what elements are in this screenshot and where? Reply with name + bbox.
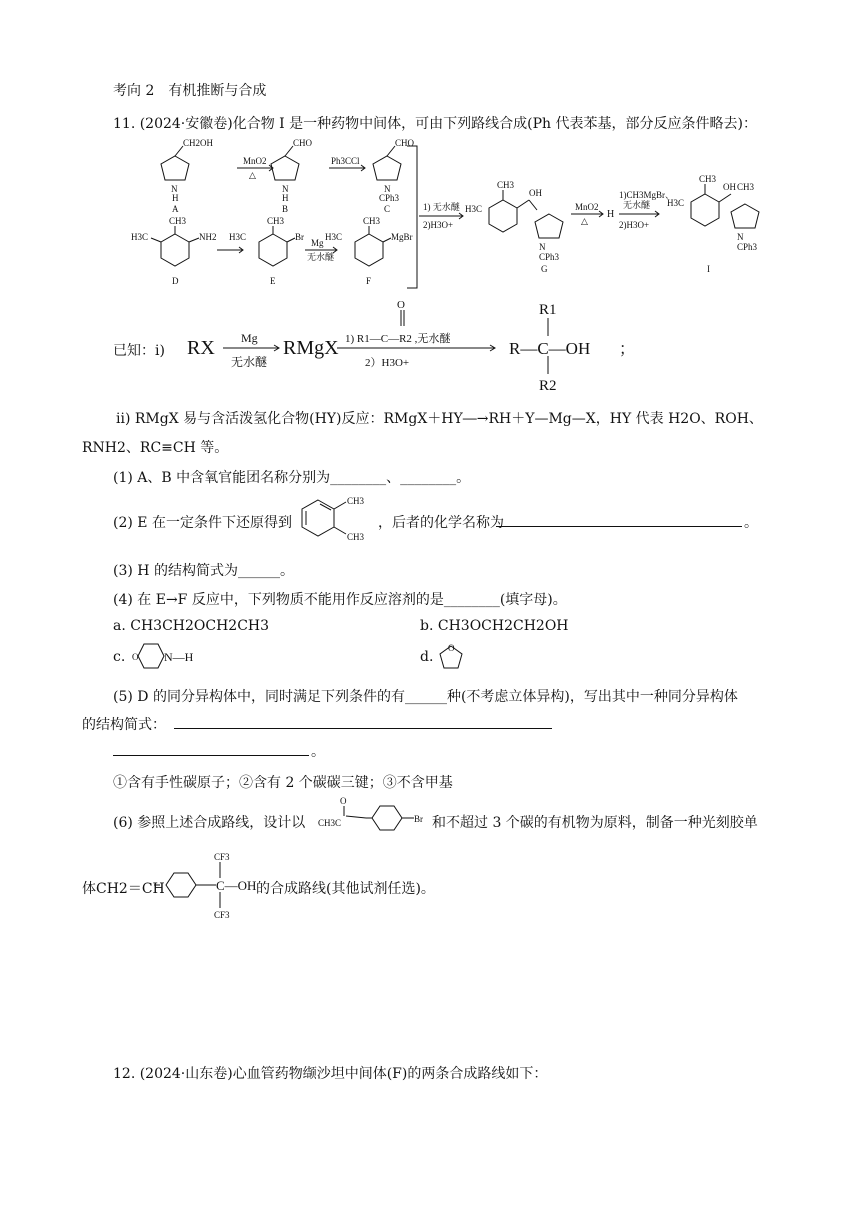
- known-reaction: [185, 296, 645, 396]
- known-mg: Mg: [241, 331, 258, 345]
- monomer-coh: C—OH: [216, 878, 257, 893]
- known-step2: 2）H3O+: [365, 357, 410, 369]
- monomer-cf3-top: CF3: [214, 852, 230, 862]
- known-r2: R2: [539, 378, 557, 394]
- I-label: I: [707, 264, 710, 274]
- svg-text:H3C: H3C: [325, 232, 343, 242]
- r3-reagent: Mg: [311, 238, 324, 248]
- o-xylene-structure: [294, 492, 374, 548]
- D-h3c: H3C: [131, 232, 149, 242]
- svg-text:O: O: [448, 643, 455, 653]
- q11-part5-b: 的结构简式：: [82, 717, 166, 733]
- G-label: G: [541, 264, 548, 274]
- known-rmgx: RMgX: [283, 337, 339, 359]
- D-label: D: [172, 276, 179, 286]
- part2-answer-blank[interactable]: [496, 512, 742, 527]
- svg-text:H3C: H3C: [667, 198, 685, 208]
- option-c-nh: N—H: [164, 650, 194, 664]
- option-b: b. CH3OCH2CH2OH: [420, 618, 569, 634]
- q11-part6-c-pre: 体CH2＝CH: [82, 881, 165, 897]
- svg-text:N: N: [384, 184, 391, 194]
- svg-text:N: N: [539, 242, 546, 252]
- known-label: 已知：ⅰ): [113, 343, 165, 359]
- B-label: B: [282, 204, 289, 214]
- bromoacetophenone-structure: [318, 794, 436, 834]
- q11-part5-a: (5) D 的同分异构体中，同时满足下列条件的有______种(不考虑立体异构)，写出其中一种同分异构体: [113, 689, 738, 705]
- r3-solvent: 无水醚: [307, 252, 335, 262]
- C-cph3: CPh3: [379, 193, 400, 203]
- svg-text:N: N: [282, 184, 289, 194]
- F-label: F: [366, 276, 372, 286]
- q11-part2-b: ，后者的化学名称为: [378, 515, 504, 531]
- known-ether: 无水醚: [231, 355, 268, 369]
- section-title: 考向 2 有机推断与合成: [113, 83, 267, 99]
- part5-answer-blank-1[interactable]: [174, 714, 552, 729]
- reaction-scheme: [125, 138, 785, 298]
- E-br: Br: [295, 232, 304, 242]
- svg-text:H3C: H3C: [465, 204, 483, 214]
- A-label: A: [172, 204, 179, 214]
- q12-stem: 12. (2024·山东卷)心血管药物缬沙坦中间体(F)的两条合成路线如下：: [113, 1066, 548, 1082]
- q11-part2-a: (2) E 在一定条件下还原得到: [113, 515, 292, 531]
- svg-text:CPh3: CPh3: [539, 252, 560, 262]
- q11-part2-c: 。: [744, 515, 758, 531]
- r4-step2: 2)H3O+: [423, 220, 454, 230]
- thf-structure: [436, 642, 466, 672]
- q11-part1: (1) A、B 中含氧官能团名称分别为________、________。: [113, 470, 471, 486]
- A-h: H: [172, 193, 179, 203]
- H-label: H: [607, 209, 615, 220]
- morpholine-structure: [130, 640, 210, 674]
- known-r1: R1: [539, 302, 557, 318]
- r6-step1: 1)CH3MgBr、: [619, 190, 675, 200]
- svg-text:H: H: [282, 193, 289, 203]
- option-a: a. CH3CH2OCH2CH3: [113, 618, 270, 634]
- svg-text:H3C: H3C: [229, 232, 247, 242]
- svg-text:CF3: CF3: [214, 910, 230, 920]
- C-sub: CHO: [395, 138, 415, 148]
- B-sub: CHO: [293, 138, 313, 148]
- q11-part5-conditions: ①含有手性碳原子；②含有 2 个碳碳三键；③不含甲基: [113, 775, 453, 791]
- p6-br: Br: [414, 814, 423, 824]
- A-sub: CH2OH: [183, 138, 214, 148]
- q11-part5-c: 。: [311, 744, 325, 760]
- option-c: c.: [113, 649, 126, 665]
- q11-part4: (4) 在 E→F 反应中，下列物质不能用作反应溶剂的是________(填字母)。: [113, 592, 567, 608]
- F-mgbr: MgBr: [391, 232, 413, 242]
- svg-text:CH3: CH3: [699, 174, 717, 184]
- r1-reagent: MnO2: [243, 156, 267, 166]
- known-ii-line1: ⅱ) RMgX 易与含活泼氢化合物(HY)反应：RMgX＋HY―→RH＋Y—Mg—X，HY 代表 H2O、ROH、: [116, 411, 763, 427]
- svg-text:CPh3: CPh3: [737, 242, 758, 252]
- r4-step1: 1) 无水醚: [423, 202, 460, 212]
- r6-step2: 2)H3O+: [619, 220, 650, 230]
- svg-text:CH3: CH3: [267, 216, 285, 226]
- q11-stem: 11. (2024·安徽卷)化合物 I 是一种药物中间体，可由下列路线合成(Ph 代表苯基，部分反应条件略去)：: [113, 116, 757, 132]
- option-d: d.: [420, 649, 434, 665]
- p6-o: O: [340, 796, 347, 806]
- I-oh: OH: [723, 182, 736, 192]
- known-product: R—C—OH: [509, 339, 591, 358]
- A-nh: N: [171, 184, 178, 194]
- svg-text:CH3: CH3: [347, 532, 365, 542]
- svg-text:CH3: CH3: [363, 216, 381, 226]
- known-semicolon: ；: [619, 341, 636, 358]
- q11-part3: (3) H 的结构简式为______。: [113, 563, 294, 579]
- q11-part6-b: 和不超过 3 个碳的有机物为原料，制备一种光刻胶单: [432, 815, 758, 831]
- svg-text:CH3: CH3: [497, 180, 515, 190]
- p6-ch3c: CH3C: [318, 818, 342, 828]
- r6-solvent: 无水醚: [623, 200, 651, 210]
- known-ii-line2: RNH2、RC≡CH 等。: [82, 440, 229, 456]
- svg-text:N: N: [737, 232, 744, 242]
- D-ch3: CH3: [169, 216, 187, 226]
- r1-heat: △: [249, 170, 256, 180]
- q11-part6-a: (6) 参照上述合成路线，设计以: [113, 815, 306, 831]
- known-o: O: [397, 299, 405, 311]
- part5-answer-blank-2[interactable]: [113, 741, 309, 756]
- r2-reagent: Ph3CCl: [331, 156, 360, 166]
- r5-reagent: MnO2: [575, 202, 599, 212]
- E-label: E: [270, 276, 276, 286]
- q11-part6-c-post: 的合成路线(其他试剂任选)。: [256, 881, 435, 897]
- svg-text:O: O: [132, 652, 139, 662]
- D-nh2: NH2: [199, 232, 217, 242]
- svg-text:CH3: CH3: [737, 182, 755, 192]
- svg-text:CH3: CH3: [347, 496, 365, 506]
- C-label: C: [384, 204, 391, 214]
- known-rx: RX: [187, 337, 215, 359]
- r5-heat: △: [581, 216, 588, 226]
- G-oh: OH: [529, 188, 542, 198]
- known-step1: 1) R1—C—R2 ,无水醚: [345, 333, 451, 345]
